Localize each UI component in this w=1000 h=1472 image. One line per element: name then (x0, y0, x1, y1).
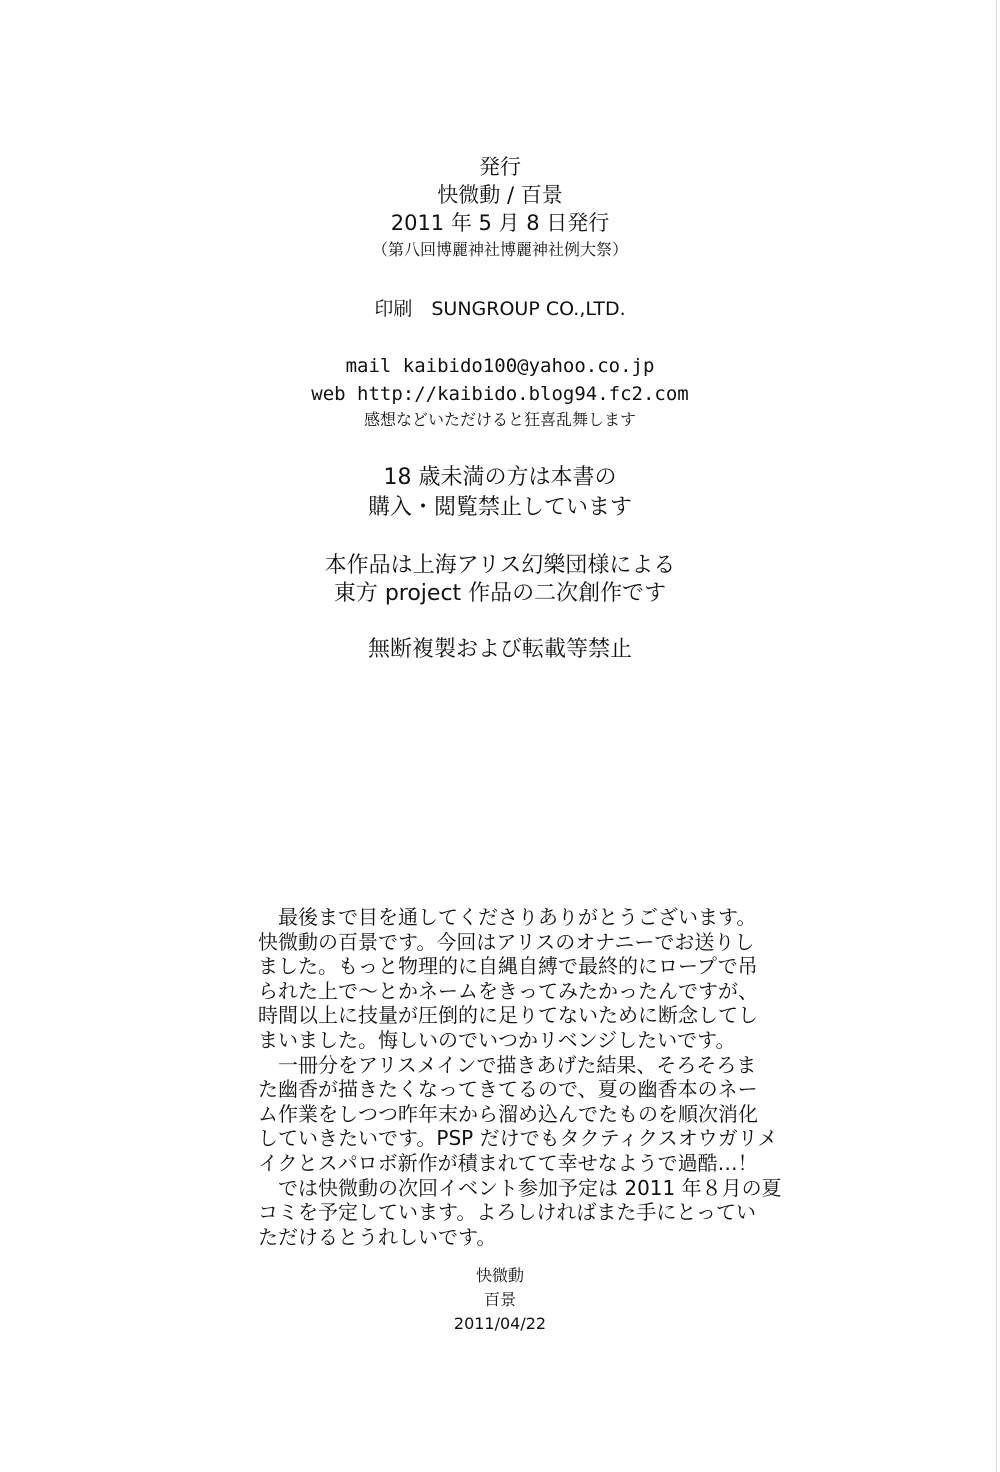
afterword-line: ました。もっと物理的に自縄自縛で最終的にロープで吊 (258, 954, 758, 979)
afterword-line: 一冊分をアリスメインで描きあげた結果、そろそろま (258, 1052, 757, 1077)
colophon-printer: 印刷 SUNGROUP CO.,LTD. (374, 298, 626, 320)
afterword-line: 最後まで目を通してくださりありがとうございます。 (258, 905, 757, 929)
afterword-line: られた上で～とかネームをきってみたかったんですが、 (258, 978, 758, 1003)
signature-circle: 快微動 (475, 1266, 524, 1285)
afterword-line: ム作業をしつつ昨年末から溜め込んでたものを順次消化 (258, 1101, 758, 1126)
signature-author: 百景 (483, 1290, 516, 1309)
afterword-line: イクとスパロボ新作が積まれてて幸せなようで過酷…！ (258, 1150, 758, 1175)
afterword-line: していきたいです。PSP だけでもタクティクスオウガリメ (258, 1126, 778, 1151)
afterword (258, 905, 798, 1249)
copy-prohibited-notice: 無断複製および転載等禁止 (367, 637, 632, 662)
colophon-event: （第八回博麗神社博麗神社例大祭） (371, 240, 628, 259)
afterword-line: 快微動の百景です。今回はアリスのオナニーでお送りし (258, 929, 755, 954)
afterword-line: 時間以上に技量が圧倒的に足りてないために断念してし (258, 1003, 758, 1028)
signature-date: 2011/04/22 (453, 1314, 547, 1333)
age-notice-line1: 18 歳未満の方は本書の (383, 465, 617, 490)
colophon-mail: mail kaibido100@yahoo.co.jp (345, 355, 655, 377)
afterword-line: ただけるとうれしいです。 (258, 1224, 497, 1249)
colophon-circle: 快微動 / 百景 (437, 183, 563, 207)
fanwork-notice-line2: 東方 project 作品の二次創作です (333, 581, 667, 606)
colophon-date: 2011 年 5 月 8 日発行 (390, 211, 610, 235)
afterword-line: まいました。悔しいのでいつかリベンジしたいです。 (258, 1027, 736, 1052)
afterword-line: では快微動の次回イベント参加予定は 2011 年８月の夏 (258, 1175, 782, 1200)
fanwork-notice-line1: 本作品は上海アリス幻樂団様による (324, 553, 676, 578)
afterword-line: た幽香が描きたくなってきてるので、夏の幽香本のネー (258, 1077, 758, 1102)
age-notice-line2: 購入・閲覧禁止しています (367, 495, 632, 520)
colophon-heading: 発行 (479, 155, 521, 179)
colophon-web: web http://kaibido.blog94.fc2.com (311, 383, 689, 405)
colophon-feedback: 感想などいただけると狂喜乱舞します (363, 410, 636, 429)
afterword-line: コミを予定しています。よろしければまた手にとってい (258, 1200, 756, 1225)
